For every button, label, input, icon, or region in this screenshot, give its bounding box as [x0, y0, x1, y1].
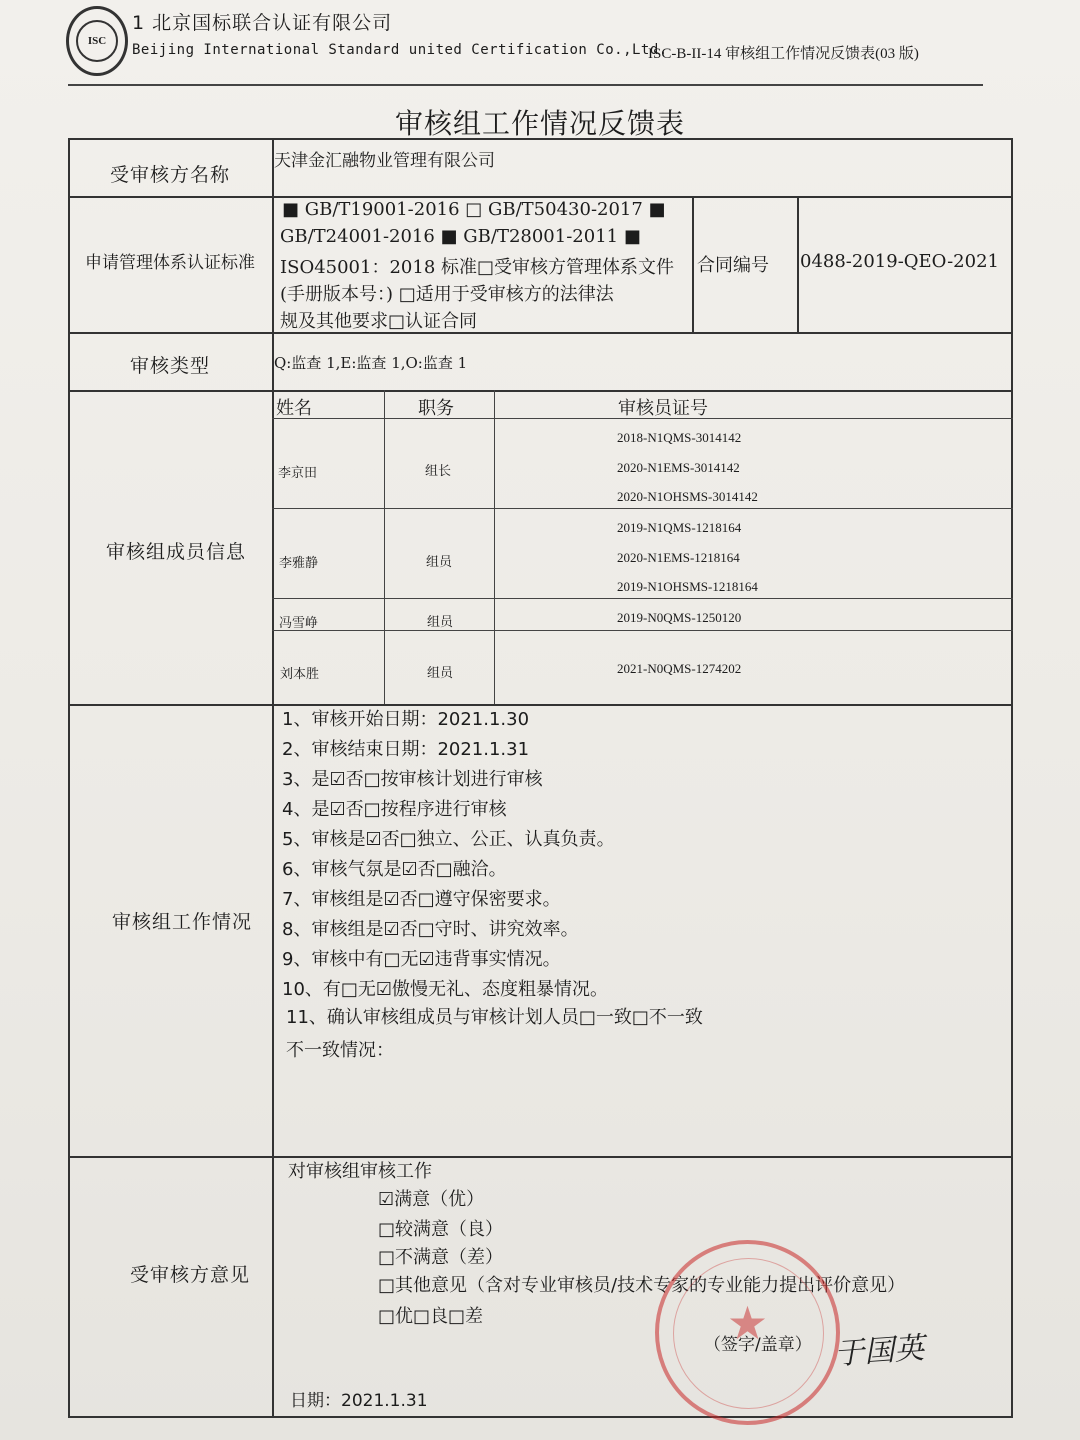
standards-line: GB/T24001-2016 ■ GB/T28001-2011 ■ — [280, 226, 641, 247]
work-item: 4、是☑否□按程序进行审核 — [282, 799, 507, 820]
member-cert: 2019-N0QMS-1250120 — [617, 610, 742, 625]
member-cert: 2020-N1OHSMS-3014142 — [617, 489, 758, 504]
contract-divider — [692, 196, 694, 332]
work-item: 7、审核组是☑否□遵守保密要求。 — [282, 889, 561, 910]
opinion-option: □较满意（良） — [378, 1219, 504, 1240]
standards-line: ISO45001：2018 标准□受审核方管理体系文件 — [280, 257, 674, 278]
opinion-label: 受审核方意见 — [129, 1264, 250, 1286]
logo-text: ISC — [76, 20, 118, 62]
company-name-en: Beijing International Standard united Certification Co.,Ltd. — [132, 42, 668, 58]
table-divider — [68, 332, 1013, 334]
table-divider — [68, 1156, 1013, 1158]
auditee-label: 受审核方名称 — [109, 164, 230, 186]
member-table-divider — [384, 390, 385, 704]
contract-label: 合同编号 — [697, 255, 769, 276]
work-item: 2、审核结束日期：2021.1.31 — [282, 739, 530, 760]
members-header-role: 职务 — [418, 398, 454, 419]
form-code: ISC-B-II-14 审核组工作情况反馈表(03 版) — [648, 46, 919, 62]
contract-divider — [797, 196, 799, 332]
work-item: 3、是☑否□按审核计划进行审核 — [282, 769, 543, 790]
member-cert: 2020-N1EMS-1218164 — [617, 550, 740, 565]
table-divider — [68, 196, 1013, 198]
company-logo — [66, 6, 128, 76]
table-divider — [68, 390, 1013, 392]
member-cert: 2019-N1OHSMS-1218164 — [617, 579, 758, 594]
member-name: 李雅静 — [279, 555, 319, 570]
auditee-name: 天津金汇融物业管理有限公司 — [274, 151, 495, 171]
member-cert: 2020-N1EMS-3014142 — [617, 460, 740, 475]
opinion-date: 日期：2021.1.31 — [290, 1391, 428, 1411]
company-name-cn: 1 北京国标联合认证有限公司 — [132, 12, 393, 34]
table-divider — [68, 704, 1013, 706]
work-item: 10、有□无☑傲慢无礼、态度粗暴情况。 — [282, 979, 609, 1000]
work-item: 5、审核是☑否□独立、公正、认真负责。 — [282, 829, 615, 850]
work-item: 11、确认审核组成员与审核计划人员□一致□不一致 — [286, 1007, 703, 1028]
opinion-option: ☑满意（优） — [378, 1189, 485, 1210]
work-item: 6、审核气氛是☑否□融洽。 — [282, 859, 507, 880]
member-cert: 2018-N1QMS-3014142 — [617, 430, 742, 445]
opinion-option: □不满意（差） — [378, 1247, 504, 1268]
opinion-option: □优□良□差 — [378, 1306, 484, 1327]
member-name: 冯雪峥 — [279, 615, 319, 630]
document-title: 审核组工作情况反馈表 — [394, 107, 685, 140]
member-role: 组长 — [425, 463, 452, 478]
work-item: 8、审核组是☑否□守时、讲究效率。 — [282, 919, 579, 940]
opinion-option: □其他意见（含对专业审核员/技术专家的专业能力提出评价意见） — [378, 1275, 906, 1296]
standards-label: 申请管理体系认证标准 — [85, 253, 255, 273]
member-cert: 2021-N0QMS-1274202 — [617, 661, 742, 676]
handwritten-signature: 于国英 — [833, 1330, 926, 1373]
work-item: 9、审核中有□无☑违背事实情况。 — [282, 949, 561, 970]
members-header-cert: 审核员证号 — [618, 398, 708, 419]
standards-line: (手册版本号：) □适用于受审核方的法律法 — [280, 284, 614, 305]
member-cert: 2019-N1QMS-1218164 — [617, 520, 742, 535]
members-header-name: 姓名 — [276, 398, 312, 419]
header-divider — [68, 84, 983, 86]
seal-star: ★ — [726, 1296, 769, 1350]
member-role: 组员 — [427, 614, 454, 629]
work-label: 审核组工作情况 — [111, 911, 252, 933]
audit-type-label: 审核类型 — [129, 355, 210, 377]
standards-line: 规及其他要求□认证合同 — [280, 311, 478, 332]
member-name: 李京田 — [278, 465, 318, 480]
contract-number: 0488-2019-QEO-2021 — [800, 251, 999, 272]
member-table-divider — [494, 390, 495, 704]
members-label: 审核组成员信息 — [105, 541, 246, 563]
work-item: 不一致情况： — [286, 1040, 394, 1061]
sign-label: （签字/盖章） — [704, 1335, 812, 1355]
label-column-divider — [272, 138, 274, 1418]
audit-type-value: Q:监查 1,E:监查 1,O:监查 1 — [274, 354, 468, 372]
work-item: 1、审核开始日期：2021.1.30 — [282, 709, 530, 730]
opinion-heading: 对审核组审核工作 — [288, 1161, 432, 1182]
member-role: 组员 — [426, 554, 453, 569]
standards-line: ■ GB/T19001-2016 □ GB/T50430-2017 ■ — [282, 199, 666, 220]
member-role: 组员 — [427, 665, 454, 680]
member-name: 刘本胜 — [280, 666, 320, 681]
